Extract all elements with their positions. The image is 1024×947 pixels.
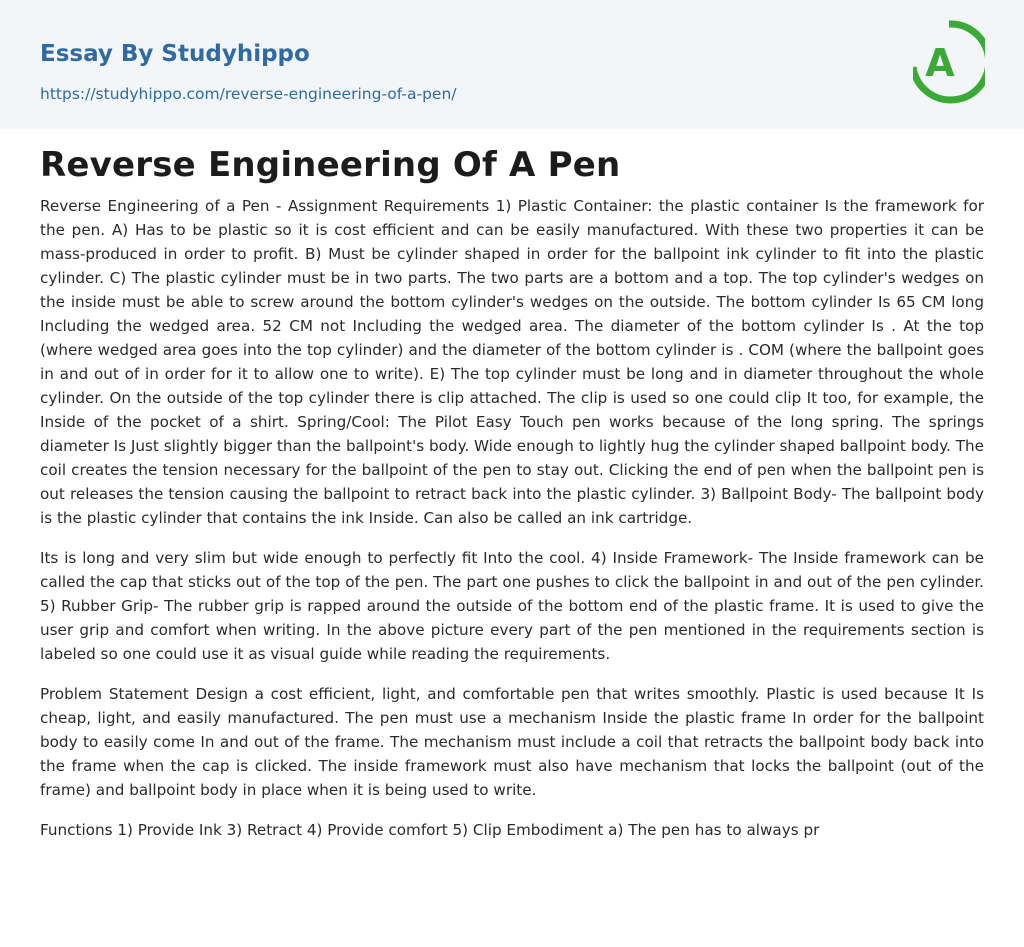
page-title: Reverse Engineering Of A Pen [40, 145, 621, 185]
logo-letter: A [925, 41, 955, 85]
essay-url-link[interactable]: https://studyhippo.com/reverse-engineering-of-a-pen/ [40, 85, 457, 103]
site-brand[interactable]: Essay By Studyhippo [40, 41, 310, 67]
essay-paragraph-4: Functions 1) Provide Ink 3) Retract 4) Provide comfort 5) Clip Embodiment a) The pen has to always pr [40, 821, 820, 839]
essay-body [40, 194, 984, 858]
essay-paragraph-1: Reverse Engineering of a Pen - Assignment Requirements 1) Plastic Container: the plastic container Is the framework for the pen. A) Has to be plastic so it is cost efficient and can be easily manufactured. With these two properties it can be mass-produced in order to profit. B) Must be cylinder shaped in order for the ballpoint ink cylinder to fit into the plastic cylinder. C) The plastic cylinder must be in two parts. The two parts are a bottom and a top. The top cylinder's wedges on the inside must be able to screw around the bottom cylinder's wedges on the outside. The bottom cylinder Is 65 CM long Including the wedged area. 52 CM not Including the wedged area. The diameter of the bottom cylinder Is . At the top (where wedged area goes into the top cylinder) and the diameter of the bottom cylinder is . COM (where the ballpoint goes in and out of in order for it to allow one to write). E) The top cylinder must be long and in diameter throughout the whole cylinder. On the outside of the top cylinder there is clip attached. The clip is used so one could clip It too, for example, the Inside of the pocket of a shirt. Spring/Cool: The Pilot Easy Touch pen works because of the long spring. The springs diameter Is Just slightly bigger than the ballpoint's body. Wide enough to lightly hug the cylinder shaped ballpoint body. The coil creates the tension necessary for the ballpoint of the pen to stay out. Clicking the end of pen when the ballpoint pen is out releases the tension causing the ballpoint to retract back into the plastic cylinder. 3) Ballpoint Body- The ballpoint body is the plastic cylinder that contains the ink Inside. Can also be called an ink cartridge. [40, 197, 984, 527]
essay-paragraph-2: Its is long and very slim but wide enough to perfectly fit Into the cool. 4) Inside Framework- The Inside framework can be called the cap that sticks out of the top of the pen. The part one pushes to click the ballpoint in and out of the pen cylinder. 5) Rubber Grip- The rubber grip is rapped around the outside of the bottom end of the plastic frame. It is used to give the user grip and comfort when writing. In the above picture every part of the pen mentioned in the requirements section is labeled so one could use it as visual guide while reading the requirements. [40, 549, 984, 663]
studyhippo-logo-icon[interactable] [913, 19, 985, 105]
essay-paragraph-3: Problem Statement Design a cost efficient, light, and comfortable pen that writes smoothly. Plastic is used because It Is cheap, light, and easily manufactured. The pen must use a mechanism Inside the plastic frame In order for the ballpoint body to easily come In and out of the frame. The mechanism must include a coil that retracts the ballpoint body back into the frame when the cap is clicked. The inside framework must also have mechanism that locks the ballpoint (out of the frame) and ballpoint body in place when it is being used to write. [40, 685, 984, 799]
site-header [0, 0, 1024, 129]
